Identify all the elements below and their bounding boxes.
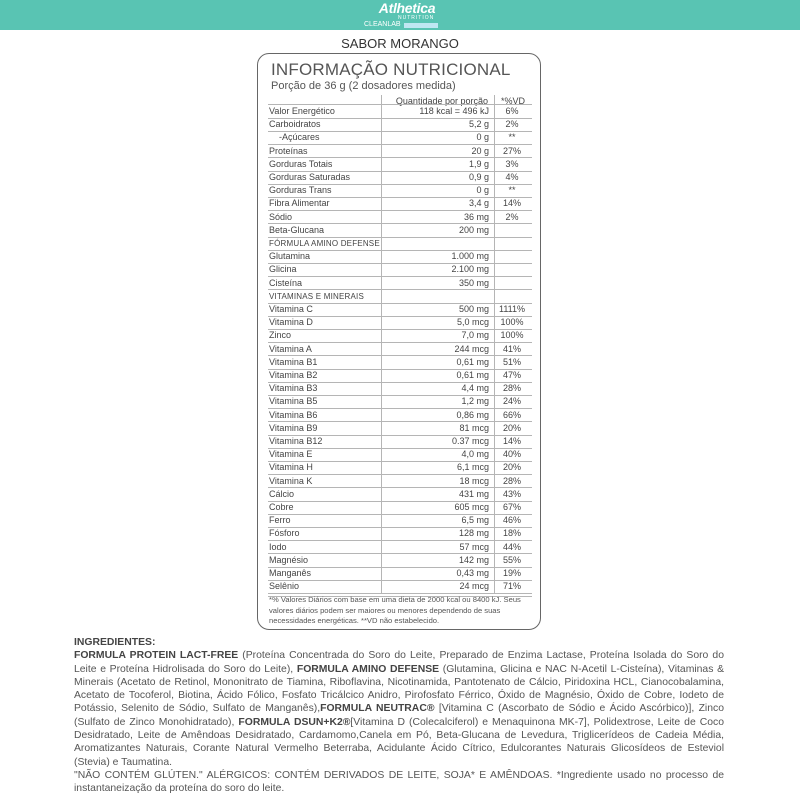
row-quantity: 24 mcg bbox=[459, 581, 489, 592]
formula-amino-name: FORMULA AMINO DEFENSE bbox=[296, 663, 440, 675]
formula-amino-text: (Glutamina, Glicina e NAC N-Acetil L-Cisteína), Vitaminas & Minerais (Acetato de Retinol, Mononitrato de Tiamina, Riboflavina, Nicotinamida, Pantotenato de Cálcio, Piridoxina HCL, Cianocobalamina, Acetato de Tocoferol, Biotina, Ácido Fólico, Fosfato Tricálcico Anidro, Pirofosfato Férrico, Óxido de Magnésio, Óxido de Cobre, Iodeto de Potássio, Selenito de Sódio, Sulfato de Manganês), bbox=[74, 663, 725, 715]
row-nutrient-name: Ferro bbox=[269, 515, 291, 526]
row-quantity: 0,61 mg bbox=[456, 370, 489, 380]
row-daily-value: 28% bbox=[502, 475, 521, 486]
row-daily-value: 51% bbox=[502, 356, 521, 367]
nutrition-portion: Porção de 36 g (2 dosadores medida) bbox=[271, 80, 456, 92]
column-header-vd: *%VD bbox=[500, 96, 525, 106]
formula-protein-text: (Proteína Concentrada do Soro do Leite, Preparado de Enzima Lactase, Proteína Isolada do Soro do Leite e Proteína Hidrolisada do Soro do Leite), bbox=[74, 650, 724, 675]
row-quantity: 1.000 mg bbox=[451, 251, 489, 262]
row-nutrient-name: Sódio bbox=[269, 211, 293, 222]
row-daily-value: 43% bbox=[502, 488, 521, 499]
row-quantity: 6,5 mg bbox=[461, 515, 489, 526]
row-daily-value: 67% bbox=[502, 502, 521, 512]
row-quantity: 4,0 mg bbox=[461, 449, 489, 460]
row-daily-value: ** bbox=[508, 185, 516, 196]
row-quantity: 81 mcg bbox=[459, 422, 489, 433]
flavor-label: SABOR MORANGO bbox=[341, 36, 459, 51]
row-nutrient-name: Fibra Alimentar bbox=[269, 198, 330, 209]
row-quantity: 7,0 mg bbox=[461, 330, 489, 341]
row-nutrient-name: Manganês bbox=[269, 568, 312, 578]
column-header-quantity: Quantidade por porção bbox=[395, 96, 488, 106]
row-quantity: 5,2 g bbox=[468, 119, 489, 130]
row-nutrient-name: Selênio bbox=[269, 581, 300, 592]
row-daily-value: 100% bbox=[500, 317, 524, 328]
formula-dsun-text: [Vitamina D (Colecalciferol) e Menaquinona MK-7], Polidextrose, Leite de Coco Desidratado, Leite de Amêndoas Desidratado, Cardamomo,Canela em Pó, Beta-Glucana de Levedura, Triglicerídeos de Cadeia Média, Aromatizantes Naturais, Corante Natural Vermelho Beterraba, Acidulante Ácido Cítrico, Edulcorantes Naturais Glicosídeos de Esteviol (Stevia) e Taumatina. bbox=[74, 716, 724, 768]
brand-logo bbox=[362, 2, 452, 29]
row-daily-value: 24% bbox=[502, 396, 521, 407]
row-quantity: 36 mg bbox=[463, 211, 489, 222]
row-quantity: 18 mcg bbox=[459, 475, 489, 486]
allergen-notice: "NÃO CONTÉM GLÚTEN." ALÉRGICOS: CONTÉM DERIVADOS DE LEITE, SOJA* E AMÊNDOAS. *Ingrediente usado no processo de instantaneização da proteína do soro do leite. bbox=[74, 769, 724, 795]
row-nutrient-name: Vitamina B9 bbox=[269, 422, 318, 433]
formula-neutrac-text: [Vitamina C (Ascorbato de Sódio e Ácido Ascórbico)], Zinco (Sulfato de Zinco Monohidratado), bbox=[74, 703, 724, 728]
row-daily-value: 19% bbox=[502, 568, 521, 578]
column-divider bbox=[381, 95, 382, 593]
row-daily-value: 44% bbox=[502, 541, 521, 552]
row-divider bbox=[268, 593, 532, 594]
row-daily-value: 66% bbox=[502, 409, 521, 420]
row-quantity: 118 kcal = 496 kJ bbox=[419, 106, 489, 116]
row-nutrient-name: Valor Energético bbox=[269, 106, 335, 116]
row-nutrient-name: Beta-Glucana bbox=[269, 224, 325, 235]
row-nutrient-name: Iodo bbox=[269, 541, 287, 552]
row-nutrient-name: Glicina bbox=[269, 264, 297, 275]
row-quantity: 128 mg bbox=[458, 528, 489, 539]
row-daily-value: 71% bbox=[502, 581, 521, 592]
row-quantity: 244 mcg bbox=[454, 343, 489, 354]
row-quantity: 350 mg bbox=[458, 277, 489, 288]
formula-dsun-name: FORMULA DSUN+K2® bbox=[238, 716, 351, 728]
ingredients-block bbox=[74, 636, 724, 796]
row-quantity: 0,9 g bbox=[468, 172, 489, 182]
row-quantity: 0,43 mg bbox=[456, 568, 489, 578]
brand-sub: NUTRITION bbox=[398, 15, 435, 21]
row-nutrient-name: Vitamina H bbox=[269, 462, 313, 473]
row-quantity: 57 mcg bbox=[459, 541, 489, 552]
row-quantity: 605 mcg bbox=[454, 502, 489, 512]
row-daily-value: 100% bbox=[500, 330, 524, 341]
row-nutrient-name: VITAMINAS E MINERAIS bbox=[269, 291, 364, 301]
row-nutrient-name: Glutamina bbox=[269, 251, 311, 262]
formula-neutrac-name: FORMULA NEUTRAC® bbox=[320, 703, 435, 715]
row-daily-value: 27% bbox=[502, 145, 521, 156]
row-quantity: 1,9 g bbox=[468, 158, 489, 169]
row-quantity: 0,86 mg bbox=[456, 409, 489, 420]
formula-protein-name: FORMULA PROTEIN LACT-FREE bbox=[74, 650, 239, 662]
row-daily-value: 14% bbox=[502, 198, 521, 209]
row-nutrient-name: Vitamina A bbox=[269, 343, 312, 354]
row-daily-value: ** bbox=[508, 132, 516, 143]
row-quantity: 0 g bbox=[476, 185, 489, 196]
row-nutrient-name: Vitamina B6 bbox=[269, 409, 318, 420]
row-quantity: 6,1 mcg bbox=[456, 462, 489, 473]
row-nutrient-name: Gorduras Saturadas bbox=[269, 172, 351, 182]
row-daily-value: 2% bbox=[505, 119, 519, 130]
row-daily-value: 47% bbox=[502, 370, 521, 380]
row-quantity: 3,4 g bbox=[468, 198, 489, 209]
row-quantity: 4,4 mg bbox=[461, 383, 489, 394]
row-quantity: 2.100 mg bbox=[451, 264, 489, 275]
row-nutrient-name: Vitamina C bbox=[269, 304, 313, 314]
row-nutrient-name: Vitamina B3 bbox=[269, 383, 318, 394]
row-nutrient-name: Cobre bbox=[269, 502, 294, 512]
row-nutrient-name: Cisteína bbox=[269, 277, 303, 288]
row-nutrient-name: FÓRMULA AMINO DEFENSE bbox=[269, 239, 380, 248]
row-quantity: 20 g bbox=[471, 145, 489, 156]
nutrition-table-title: INFORMAÇÃO NUTRICIONAL bbox=[271, 60, 511, 79]
row-nutrient-name: Zinco bbox=[269, 330, 292, 341]
row-daily-value: 20% bbox=[502, 422, 521, 433]
row-quantity: 0 g bbox=[476, 132, 489, 143]
row-daily-value: 6% bbox=[505, 106, 519, 116]
row-nutrient-name: Vitamina B2 bbox=[269, 370, 318, 380]
row-daily-value: 1111% bbox=[498, 304, 526, 314]
row-nutrient-name: Vitamina B5 bbox=[269, 396, 318, 407]
nutrition-footnote: *% Valores Diários com base em uma dieta de 2000 kcal ou 8400 kJ. Seus valores diários podem ser maiores ou menores dependendo de suas necessidades energéticas. **VD não estabelecido. bbox=[269, 595, 521, 625]
column-divider bbox=[494, 95, 495, 593]
row-nutrient-name: Vitamina E bbox=[269, 449, 313, 460]
row-daily-value: 14% bbox=[502, 436, 521, 446]
row-nutrient-name: Vitamina D bbox=[269, 317, 313, 328]
row-nutrient-name: Magnésio bbox=[269, 554, 309, 565]
header-divider bbox=[268, 104, 532, 105]
row-daily-value: 41% bbox=[502, 343, 521, 354]
row-nutrient-name: Proteínas bbox=[269, 145, 308, 156]
ingredients-title: INGREDIENTES: bbox=[74, 637, 156, 648]
row-quantity: 5,0 mcg bbox=[456, 317, 489, 328]
brand-name: Atlhetica bbox=[378, 0, 436, 16]
row-quantity: 142 mg bbox=[458, 554, 489, 565]
row-daily-value: 3% bbox=[505, 158, 519, 169]
row-nutrient-name: Cálcio bbox=[269, 488, 295, 499]
row-nutrient-name: -Açúcares bbox=[279, 132, 320, 143]
row-daily-value: 40% bbox=[502, 449, 521, 460]
row-quantity: 0.37 mcg bbox=[451, 436, 489, 446]
row-nutrient-name: Vitamina K bbox=[269, 475, 313, 486]
row-quantity: 200 mg bbox=[458, 224, 489, 235]
row-quantity: 431 mg bbox=[458, 488, 489, 499]
row-daily-value: 46% bbox=[502, 515, 521, 526]
brand-bar-graphic bbox=[404, 23, 438, 28]
row-daily-value: 2% bbox=[505, 211, 519, 222]
row-quantity: 1,2 mg bbox=[461, 396, 489, 407]
row-nutrient-name: Vitamina B1 bbox=[269, 356, 318, 367]
row-daily-value: 18% bbox=[502, 528, 521, 539]
row-nutrient-name: Fósforo bbox=[269, 528, 300, 539]
row-quantity: 0,61 mg bbox=[456, 356, 489, 367]
row-nutrient-name: Gorduras Trans bbox=[269, 185, 332, 196]
row-daily-value: 55% bbox=[502, 554, 521, 565]
row-daily-value: 20% bbox=[502, 462, 521, 473]
row-quantity: 500 mg bbox=[458, 304, 489, 314]
row-nutrient-name: Gorduras Totais bbox=[269, 158, 333, 169]
row-daily-value: 28% bbox=[502, 383, 521, 394]
row-daily-value: 4% bbox=[505, 172, 519, 182]
brand-line bbox=[364, 21, 452, 29]
row-nutrient-name: Vitamina B12 bbox=[269, 436, 323, 446]
row-nutrient-name: Carboidratos bbox=[269, 119, 321, 130]
brand-line-label: CLEANLAB bbox=[364, 21, 401, 28]
